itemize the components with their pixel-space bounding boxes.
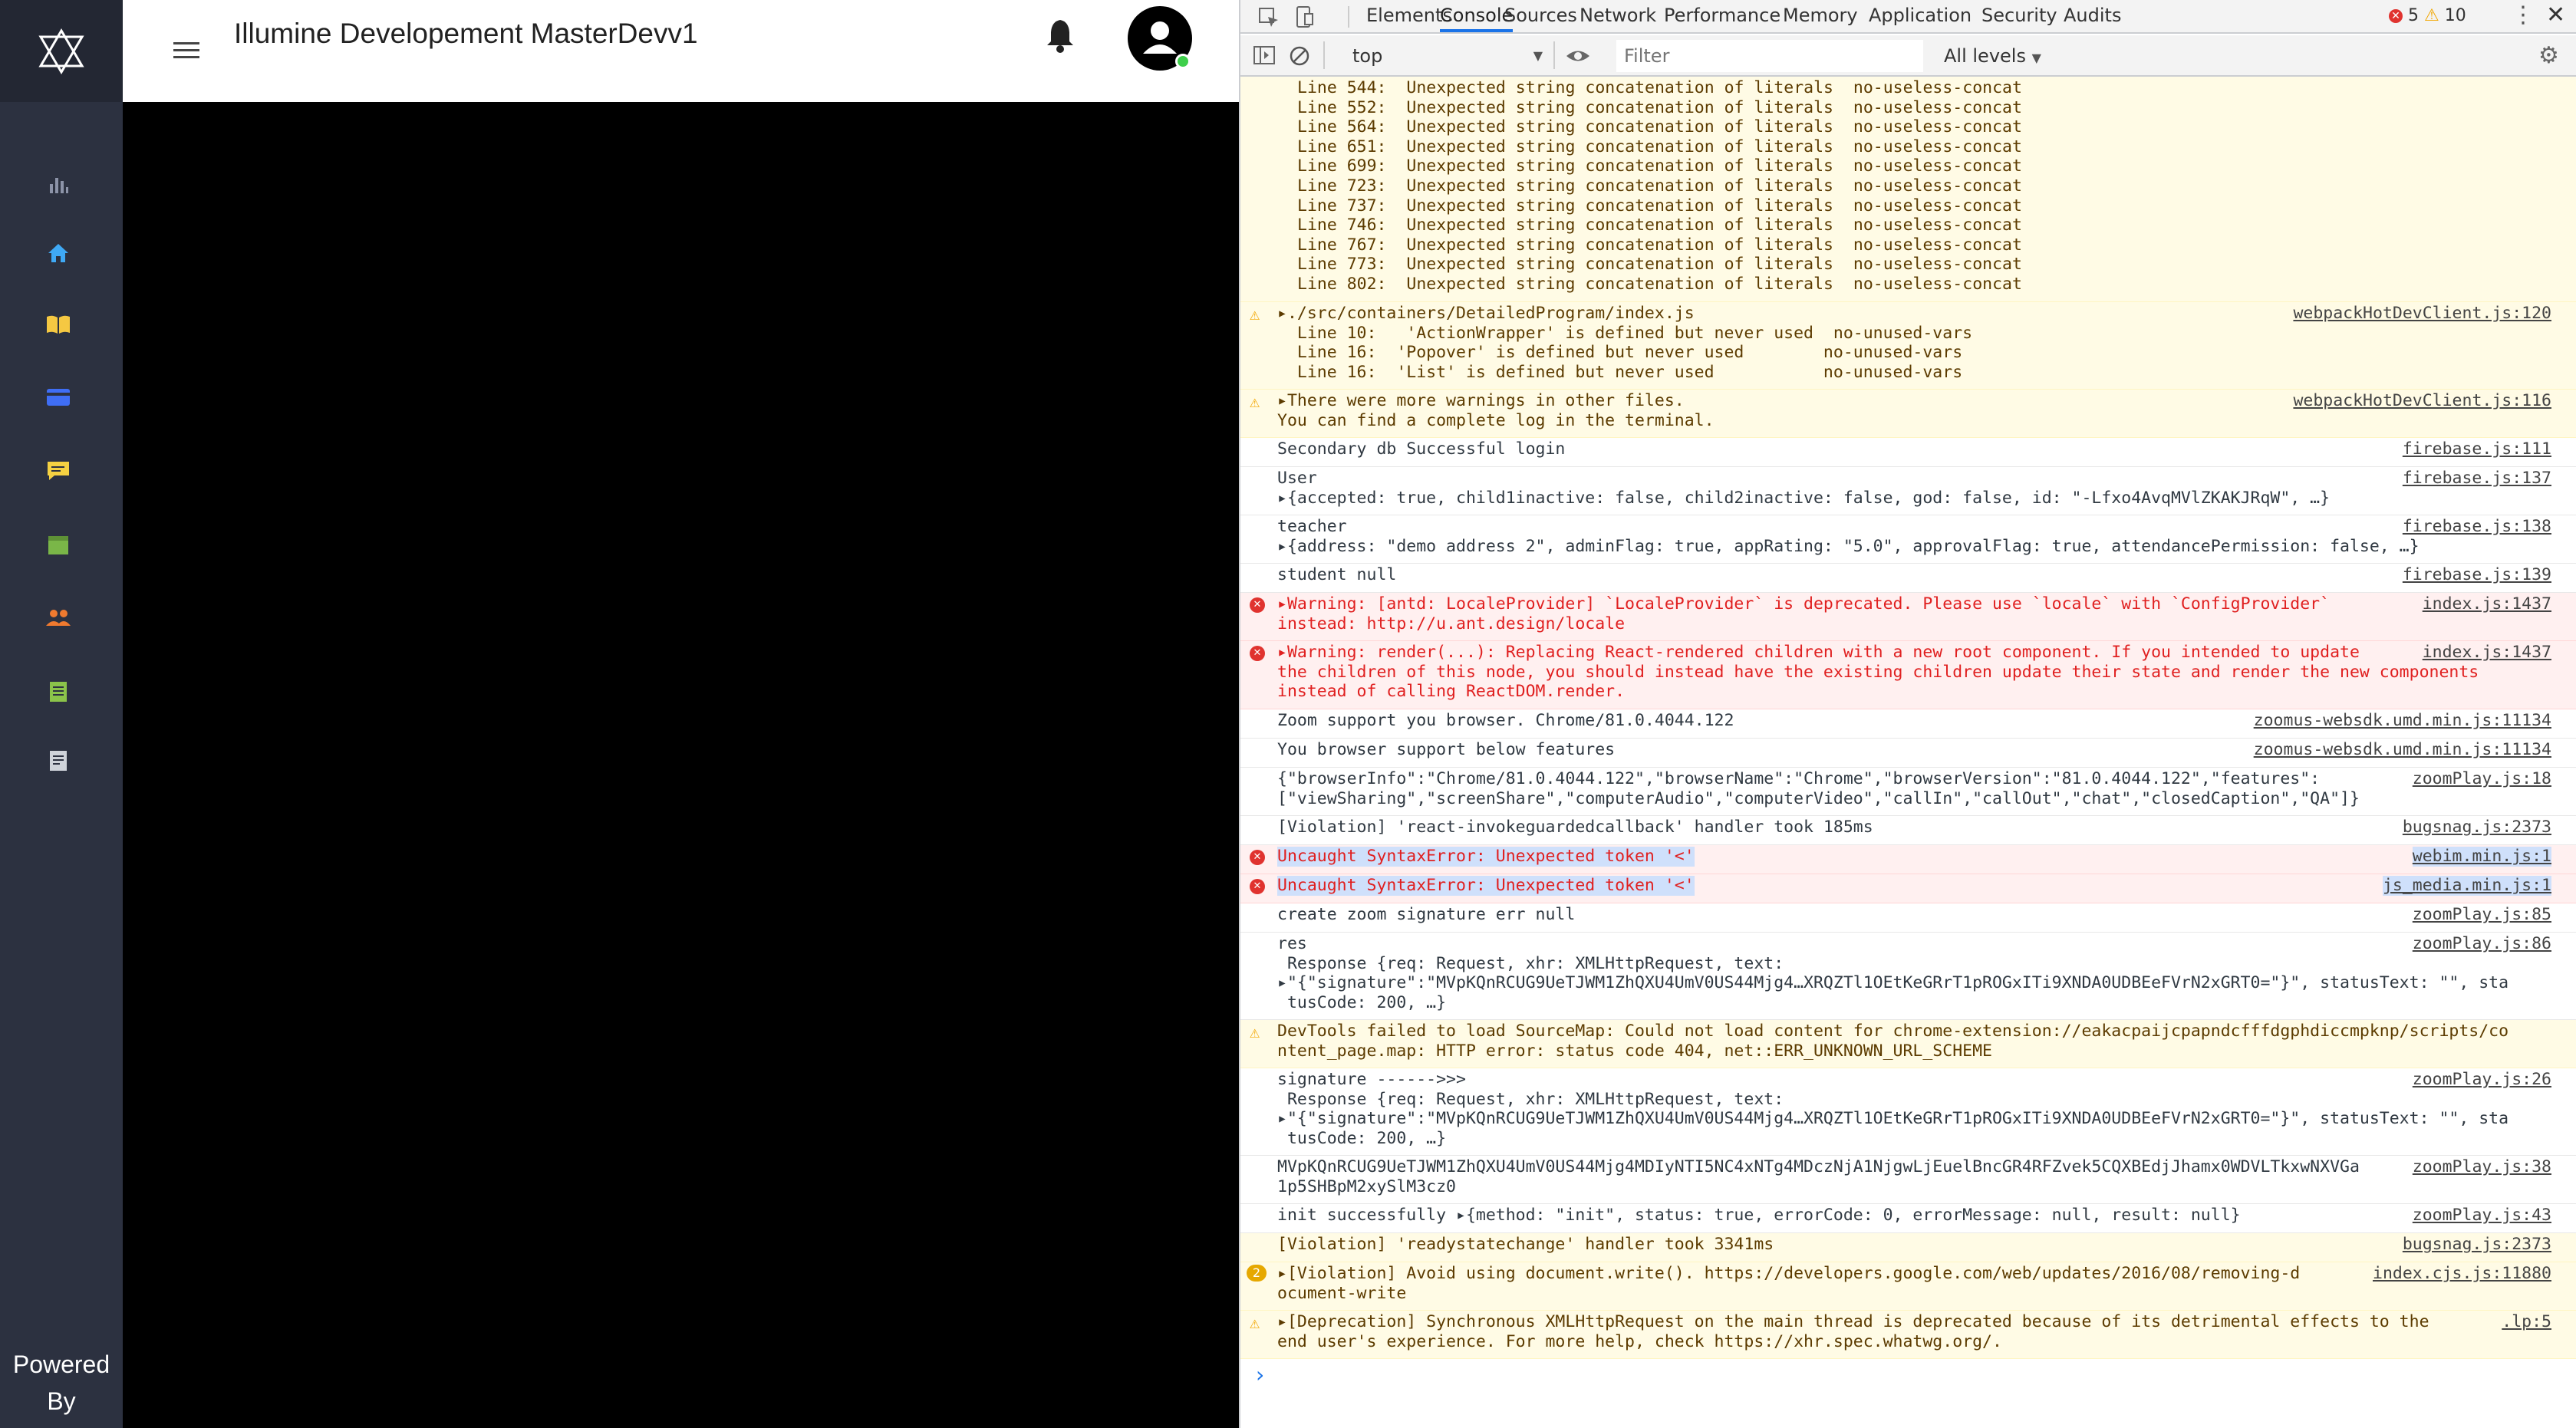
more-options-icon[interactable]: ⋮ [2512, 2, 2535, 28]
console-message[interactable] [1240, 302, 2576, 390]
error-icon: ✕ [2389, 9, 2403, 23]
nav-book-icon[interactable] [43, 309, 74, 340]
source-link[interactable]: bugsnag.js:2373 [2402, 1235, 2551, 1254]
tab-application[interactable]: Application [1869, 5, 1972, 26]
console-message-text: ▸[Violation] Avoid using document.write(). https://developers.google.com/web/updates/2016/08/removing-d ocument-write [1277, 1264, 2301, 1303]
console-message[interactable] [1240, 1233, 2576, 1262]
powered-by-label: Powered By [12, 1351, 110, 1415]
hamburger-menu-icon[interactable] [170, 35, 201, 66]
console-message-text: Uncaught SyntaxError: Unexpected token '<' [1277, 876, 1695, 895]
console-messages [1240, 77, 2576, 1428]
error-icon: ✕ [1250, 597, 1265, 613]
source-link[interactable]: zoomPlay.js:43 [2412, 1206, 2551, 1225]
console-message-text: Uncaught SyntaxError: Unexpected token '<' [1277, 847, 1695, 866]
page-title: Illumine Developement MasterDevv1 [234, 18, 698, 49]
notification-bell-icon[interactable] [1043, 17, 1077, 54]
nav-notebook-icon[interactable] [43, 676, 74, 707]
console-message-text: ▸Warning: [antd: LocaleProvider] `LocaleProvider` is deprecated. Please use `locale` with `ConfigProvider` instead: http://u.ant.design/locale [1277, 594, 2331, 633]
dropdown-arrow-icon: ▼ [2031, 51, 2041, 65]
source-link[interactable]: firebase.js:138 [2402, 517, 2551, 536]
source-link[interactable]: index.js:1437 [2422, 643, 2551, 662]
nav-document-icon[interactable] [43, 745, 74, 776]
log-levels-value: All levels [1944, 45, 2026, 67]
console-message-text: Zoom support you browser. Chrome/81.0.4044.122 [1277, 711, 1734, 730]
console-message-text: Line 544: Unexpected string concatenation of literals no-useless-concat Line 552: Unexpected string concatenation of literals no-useless-concat Line 564: Unexpected string concatenation of literals no-useless-concat Line 651: Unexpected string concatenation of literals no-useless-concat Line 699: Unexpected string concatenation of literals no-useless-concat Line 723: Unexpected string concatenation of literals no-useless-concat Line 737: Unexpected string concatenation of literals no-useless-concat Line 746: Unexpected string concatenation of literals no-useless-concat Line 767: Unexpected string concatenation of literals no-useless-concat Line 773: Unexpected string concatenation of literals no-useless-concat Line 802: Unexpected string concatenation of literals no-useless-concat [1297, 78, 2022, 294]
error-count: 5 [2408, 6, 2419, 25]
source-link[interactable]: firebase.js:137 [2402, 469, 2551, 488]
console-message-text: init successfully ▸{method: "init", status: true, errorCode: 0, errorMessage: null, result: null} [1277, 1206, 2241, 1225]
filter-input[interactable] [1616, 40, 1923, 72]
console-message[interactable] [1240, 1204, 2576, 1233]
source-link[interactable]: firebase.js:111 [2402, 439, 2551, 459]
device-toolbar-icon[interactable] [1294, 5, 1316, 32]
source-link[interactable]: zoomPlay.js:86 [2412, 934, 2551, 953]
warning-icon: ⚠ [1250, 1023, 1260, 1042]
console-message-text: ▸[Deprecation] Synchronous XMLHttpRequest on the main thread is deprecated because of its detrimental effects to the end user's experience. For more help, check https://xhr.spec.whatwg.org/. [1277, 1312, 2429, 1351]
console-toolbar [1240, 35, 2576, 77]
tab-performance[interactable]: Performance [1664, 5, 1781, 26]
console-message-text: ▸./src/containers/DetailedProgram/index.js Line 10: 'ActionWrapper' is defined but never used no-unused-vars Line 16: 'Popover' is defined but never used no-unused-vars Line 16: 'List' is defined but never used no-unused-vars [1277, 304, 1973, 382]
console-message[interactable] [1240, 739, 2576, 768]
console-message-text: MVpKQnRCUG9UeTJWM1ZhQXU4UmV0US44Mjg4MDIyNTI5NC4xNTg4MDczNjA1NjgwLjEuelBncGR4RFZvek5CQXBEdjJhamx0WDVLTkxwNXVGa 1p5SHBpM2xySlM3cz0 [1277, 1157, 2360, 1196]
console-message[interactable] [1240, 467, 2576, 515]
console-message[interactable] [1240, 709, 2576, 739]
divider [1323, 41, 1325, 69]
tab-console[interactable]: Console [1440, 0, 1513, 32]
warning-icon: ⚠ [1250, 1314, 1260, 1333]
nav-analytics-icon[interactable] [43, 169, 74, 200]
app-header [123, 0, 1239, 102]
devtools-panel [1239, 0, 2576, 1428]
console-message[interactable] [1240, 1068, 2576, 1156]
console-message[interactable] [1240, 1311, 2576, 1359]
source-link[interactable]: zoomPlay.js:26 [2412, 1070, 2551, 1089]
nav-people-icon[interactable] [43, 603, 74, 633]
divider [1553, 41, 1555, 69]
console-message-text: Secondary db Successful login [1277, 439, 1566, 459]
console-message[interactable] [1240, 1156, 2576, 1204]
console-message[interactable] [1240, 874, 2576, 903]
console-message-text: teacher ▸{address: "demo address 2", adminFlag: true, appRating: "5.0", approvalFlag: true, attendancePermission: false, …} [1277, 517, 2420, 556]
console-message[interactable] [1240, 845, 2576, 874]
source-link[interactable]: zoomPlay.js:85 [2412, 905, 2551, 924]
error-counter[interactable] [2389, 5, 2466, 28]
tab-network[interactable]: Network [1580, 5, 1657, 26]
console-message[interactable] [1240, 641, 2576, 709]
console-message[interactable] [1240, 933, 2576, 1020]
console-message[interactable] [1240, 1020, 2576, 1068]
console-message-text: res Response {req: Request, xhr: XMLHttpRequest, text: ▸"{"signature":"MVpKQnRCUG9UeTJWM1ZhQXU4UmV0US44Mjg4…XRQZTl1OEtKeGRrT1pROGxITi9XNDA0UDBEeFVrN2xGRT0="}", statusText: "", sta tusCode: 200, …} [1277, 934, 2509, 1012]
console-message-text: [Violation] 'react-invokeguardedcallback' handler took 185ms [1277, 818, 1873, 837]
console-message-text: {"browserInfo":"Chrome/81.0.4044.122","browserName":"Chrome","browserVersion":"81.0.4044.122","features": ["viewSharing","screenShare","computerAudio","computerVideo","callIn","callOut","chat","closedCaption","QA"]} [1277, 769, 2360, 808]
warning-count: 10 [2444, 6, 2466, 25]
source-link[interactable]: js_media.min.js:1 [2382, 876, 2551, 895]
console-message-text: User ▸{accepted: true, child1inactive: false, child2inactive: false, god: false, id: "-Lfxo4AvqMVlZKAKJRqW", …} [1277, 469, 2331, 508]
source-link[interactable]: bugsnag.js:2373 [2402, 818, 2551, 837]
source-link[interactable]: index.cjs.js:11880 [2373, 1264, 2551, 1283]
sidebar-toggle-icon[interactable] [1253, 44, 1276, 69]
console-message-text: You browser support below features [1277, 740, 1616, 759]
console-message[interactable] [1240, 903, 2576, 933]
console-message-text: [Violation] 'readystatechange' handler took 3341ms [1277, 1235, 1774, 1254]
tab-audits[interactable]: Audits [2064, 5, 2122, 26]
source-link[interactable]: zoomPlay.js:38 [2412, 1157, 2551, 1176]
console-message[interactable] [1240, 438, 2576, 467]
console-message-text: student null [1277, 565, 1397, 584]
logo-icon [36, 26, 87, 77]
nav-home-icon[interactable] [43, 238, 74, 268]
warning-icon: ⚠ [1250, 393, 1260, 412]
avatar[interactable] [1128, 6, 1192, 71]
error-icon: ✕ [1250, 879, 1265, 894]
log-levels-dropdown[interactable] [1944, 35, 2041, 79]
nav-card-icon[interactable] [43, 382, 74, 413]
console-message-text: DevTools failed to load SourceMap: Could not load content for chrome-extension://eakacpaijcpapndcfffdgphdiccmpknp/scripts/co ntent_page.map: HTTP error: status code 404, net::ERR_UNKNOWN_URL_SCHEME [1277, 1022, 2509, 1061]
console-message[interactable] [1240, 390, 2576, 438]
close-devtools-icon[interactable]: ✕ [2546, 2, 2566, 28]
warning-icon: ⚠ [1250, 305, 1260, 324]
console-message-text: signature ------>>> Response {req: Request, xhr: XMLHttpRequest, text: ▸"{"signature":"MVpKQnRCUG9UeTJWM1ZhQXU4UmV0US44Mjg4…XRQZTl1OEtKeGRrT1pROGxITi9XNDA0UDBEeFVrN2xGRT0="}", statusText: "", sta tusCode: 200, …} [1277, 1070, 2509, 1148]
tab-security[interactable]: Security [1981, 5, 2057, 26]
inspect-element-icon[interactable] [1257, 6, 1280, 32]
tab-elements[interactable]: Elements [1366, 5, 1452, 26]
source-link[interactable]: webpackHotDevClient.js:120 [2293, 304, 2551, 323]
online-status-dot [1175, 54, 1191, 69]
source-link[interactable]: .lp:5 [2502, 1312, 2551, 1331]
console-message-text: create zoom signature err null [1277, 905, 1576, 924]
clear-console-icon[interactable] [1288, 44, 1311, 71]
source-link[interactable]: zoomPlay.js:18 [2412, 769, 2551, 788]
repeat-count-badge: 2 [1247, 1265, 1267, 1282]
source-link[interactable]: webim.min.js:1 [2412, 847, 2551, 866]
console-message[interactable] [1240, 816, 2576, 845]
console-message[interactable] [1240, 564, 2576, 593]
live-expression-eye-icon[interactable] [1565, 44, 1591, 71]
logo[interactable] [0, 0, 123, 102]
nav-chat-icon[interactable] [43, 456, 74, 486]
console-prompt-icon[interactable]: › [1256, 1362, 1265, 1387]
console-message-text: ▸There were more warnings in other files. You can find a complete log in the terminal. [1277, 391, 1715, 430]
source-link[interactable]: firebase.js:139 [2402, 565, 2551, 584]
console-message[interactable] [1240, 515, 2576, 564]
divider [1348, 6, 1349, 28]
warning-icon: ⚠ [2424, 6, 2439, 25]
error-icon: ✕ [1250, 850, 1265, 865]
context-value: top [1352, 45, 1383, 67]
console-message[interactable] [1240, 1262, 2576, 1311]
main-content [123, 102, 1239, 1428]
console-message[interactable] [1240, 768, 2576, 816]
tab-memory[interactable]: Memory [1783, 5, 1858, 26]
console-message[interactable] [1240, 593, 2576, 641]
source-link[interactable]: index.js:1437 [2422, 594, 2551, 614]
source-link[interactable]: zoomus-websdk.umd.min.js:11134 [2253, 711, 2551, 730]
source-link[interactable]: webpackHotDevClient.js:116 [2293, 391, 2551, 410]
error-icon: ✕ [1250, 646, 1265, 661]
sidebar [0, 0, 123, 1428]
source-link[interactable]: zoomus-websdk.umd.min.js:11134 [2253, 740, 2551, 759]
tab-sources[interactable]: Sources [1504, 5, 1577, 26]
dropdown-arrow-icon: ▼ [1533, 48, 1543, 63]
devtools-tab-bar [1240, 0, 2576, 34]
console-message-text: ▸Warning: render(...): Replacing React-rendered children with a new root component. If you intended to update the children of this node, you should instead have the existing children update their state and render the new components instead of calling ReactDOM.render. [1277, 643, 2479, 702]
nav-calendar-icon[interactable] [43, 529, 74, 560]
console-message[interactable] [1240, 77, 2576, 302]
console-settings-gear-icon[interactable]: ⚙ [2538, 42, 2559, 69]
context-selector[interactable] [1352, 35, 1543, 77]
